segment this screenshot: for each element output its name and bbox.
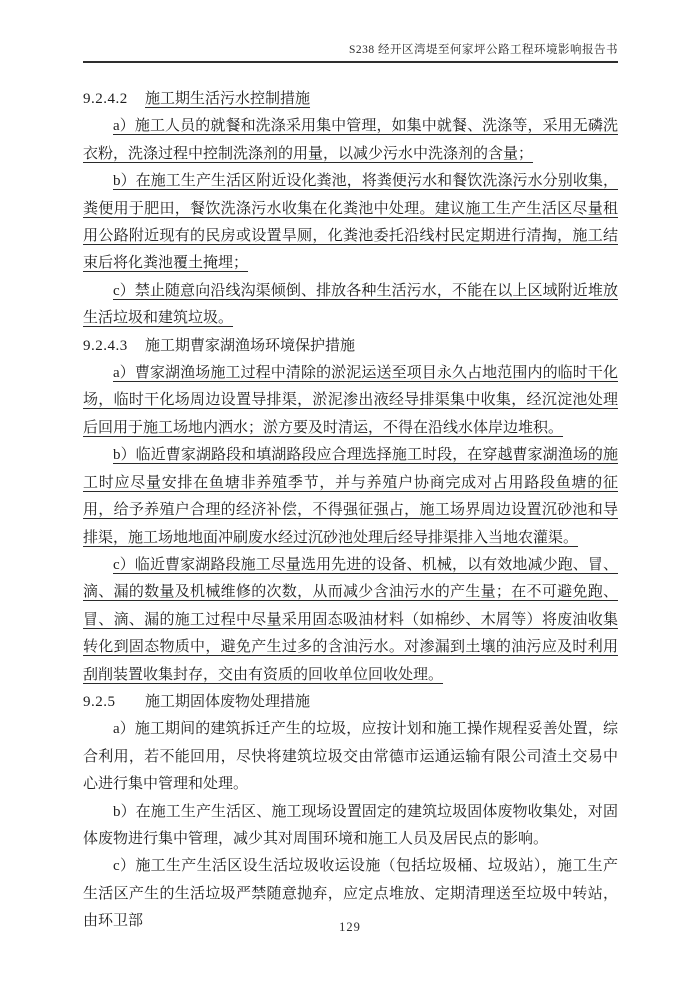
section-number: 9.2.5 (83, 693, 116, 710)
paragraph: b）临近曹家湖路段和填湖路段应合理选择施工时段，在穿越曹家湖渔场的施工时应尽量安排在鱼塘非养殖季节，并与养殖户协商完成对占用路段鱼塘的征用，给予养殖户合理的经济补偿，不得强征强占，施工场界周边设置沉砂池和导排渠，施工场地地面冲刷废水经过沉砂池处理后经导排渠排入当地农灌渠。 (83, 447, 618, 546)
page-content (83, 86, 618, 936)
page-header (83, 40, 618, 63)
section-title: 施工期生活污水控制措施 (145, 91, 311, 107)
section-number: 9.2.4.2 (83, 91, 128, 107)
paragraph: c）禁止随意向沿线沟渠倾倒、排放各种生活污水，不能在以上区域附近堆放生活垃圾和建筑垃圾。 (83, 282, 618, 327)
section-heading-9-2-5 (83, 689, 618, 716)
section-title: 施工期曹家湖渔场环境保护措施 (145, 337, 356, 354)
paragraph: a）施工期间的建筑拆迁产生的垃圾，应按计划和施工操作规程妥善处置，综合利用，若不能回用，尽快将建筑垃圾交由常德市运通运输有限公司渣土交易中心进行集中管理和处理。 (83, 721, 618, 793)
section-title: 施工期固体废物处理措施 (145, 693, 311, 710)
paragraph: a）施工人员的就餐和洗涤采用集中管理，如集中就餐、洗涤等，采用无磷洗衣粉，洗涤过程中控制洗涤剂的用量，以减少污水中洗涤剂的含量； (83, 118, 618, 162)
section-heading-9-2-4-3 (83, 333, 618, 360)
page-footer (0, 918, 700, 936)
paragraph: a）曹家湖渔场施工过程中清除的淤泥运送至项目永久占地范围内的临时干化场，临时干化场周边设置导排渠，淤泥渗出液经导排渠集中收集，经沉淀池处理后回用于施工场地内洒水；淤方要及时清运，不得在沿线水体岸边堆积。 (83, 365, 618, 436)
paragraph: b）在施工生产生活区、施工现场设置固定的建筑垃圾固体废物收集处，对固体废物进行集中管理，减少其对周围环境和施工人员及居民点的影响。 (83, 803, 618, 847)
page-number: 129 (339, 920, 361, 934)
section-number: 9.2.4.3 (83, 337, 128, 354)
paragraph: c）临近曹家湖路段施工尽量选用先进的设备、机械，以有效地减少跑、冒、滴、漏的数量及机械维修的次数，从而减少含油污水的产生量；在不可避免跑、冒、滴、漏的施工过程中尽量采用固态吸油材料（如棉纱、木屑等）将废油收集转化到固态物质中，避免产生过多的含油污水。对渗漏到土壤的油污应及时利用刮削装置收集封存，交由有资质的回收单位回收处理。 (83, 556, 618, 683)
paragraph: b）在施工生产生活区附近设化粪池，将粪便污水和餐饮洗涤污水分别收集，粪便用于肥田，餐饮洗涤污水收集在化粪池中处理。建议施工生产生活区尽量租用公路附近现有的民房或设置旱厕，化粪池委托沿线村民定期进行清掏，施工结束后将化粪池覆土掩埋； (83, 173, 618, 272)
paragraph: c）施工生产生活区设生活垃圾收运设施（包括垃圾桶、垃圾站），施工生产生活区产生的生活垃圾严禁随意抛弃，应定点堆放、定期清理送至垃圾中转站，由环卫部 (83, 858, 618, 930)
section-heading-9-2-4-2 (83, 86, 618, 113)
header-running-title: S238 经开区湾堤至何家坪公路工程环境影响报告书 (348, 44, 618, 56)
